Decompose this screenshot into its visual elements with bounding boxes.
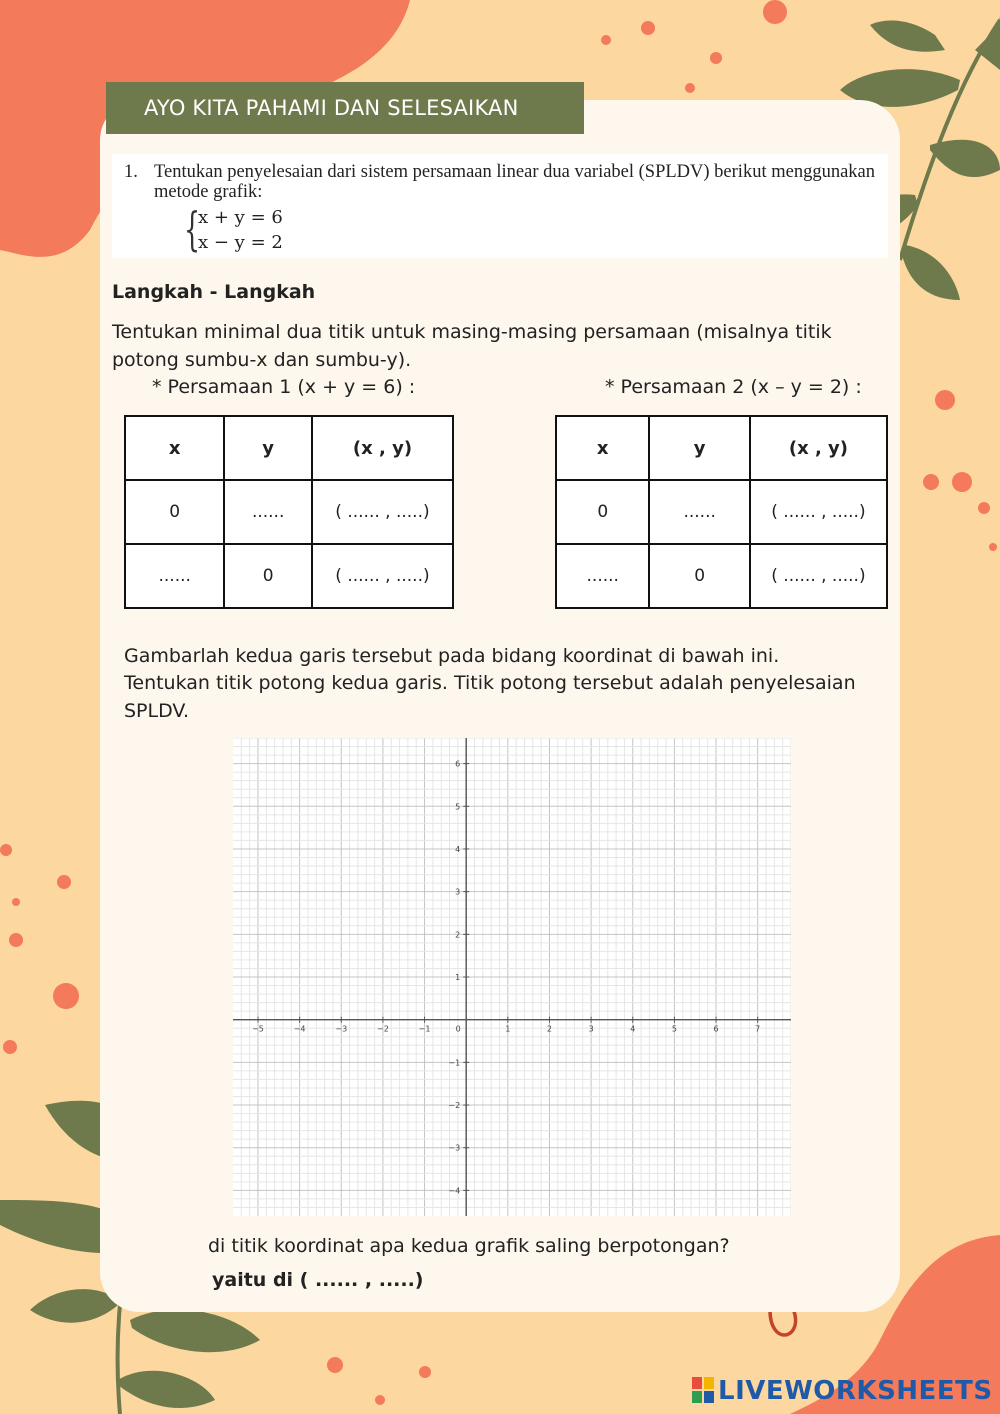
table-row: [556, 480, 887, 544]
x-tick-label: 1: [505, 1024, 511, 1034]
table-header-row: [556, 416, 887, 480]
page-banner-title: AYO KITA PAHAMI DAN SELESAIKAN: [106, 82, 584, 134]
coordinate-plane[interactable]: [233, 738, 791, 1216]
x-tick-label: −1: [418, 1024, 431, 1034]
x-tick-label: 0: [455, 1024, 461, 1034]
draw-instruction-line-3: SPLDV.: [124, 700, 189, 722]
x-tick-label: 4: [630, 1024, 636, 1034]
cell-point-blank[interactable]: ( ...... , .....): [750, 544, 887, 608]
y-tick-label: −3: [448, 1143, 461, 1153]
cell-y-blank[interactable]: ......: [224, 480, 312, 544]
cell-x: 0: [556, 480, 649, 544]
cell-y-blank[interactable]: ......: [649, 480, 749, 544]
header-xy: (x , y): [312, 416, 453, 480]
y-tick-label: −1: [448, 1058, 461, 1068]
answer-question: di titik koordinat apa kedua grafik saling berpotongan?: [208, 1235, 730, 1257]
question-box: [112, 154, 888, 258]
table-equation-1: [124, 415, 454, 609]
y-tick-label: 4: [455, 844, 461, 854]
y-tick-label: 6: [455, 759, 461, 769]
steps-instruction-line-1: Tentukan minimal dua titik untuk masing-masing persamaan (misalnya titik: [112, 321, 832, 343]
header-x: x: [125, 416, 224, 480]
header-xy: (x , y): [750, 416, 887, 480]
equation-1: x + y = 6: [198, 207, 283, 228]
equation-2: x − y = 2: [198, 232, 283, 253]
header-y: y: [224, 416, 312, 480]
y-tick-label: 5: [455, 802, 461, 812]
cell-point-blank[interactable]: ( ...... , .....): [312, 544, 453, 608]
y-tick-label: −2: [448, 1101, 461, 1111]
x-tick-label: −5: [252, 1024, 264, 1034]
x-tick-label: 3: [588, 1024, 594, 1034]
y-tick-label: 2: [455, 930, 461, 940]
x-tick-label: 7: [755, 1024, 761, 1034]
equation-system-brace-icon: {: [184, 202, 201, 256]
cell-x: 0: [125, 480, 224, 544]
cell-point-blank[interactable]: ( ...... , .....): [750, 480, 887, 544]
liveworksheets-logo-icon: [692, 1377, 714, 1403]
logo-text: LIVEWORKSHEETS: [718, 1376, 993, 1406]
coordinate-plane-svg[interactable]: [233, 738, 791, 1216]
y-tick-label: 3: [455, 887, 461, 897]
table-row: [556, 544, 887, 608]
x-tick-label: 2: [546, 1024, 553, 1034]
cell-y: 0: [224, 544, 312, 608]
y-tick-label: 1: [455, 973, 461, 982]
question-text: Tentukan penyelesaian dari sistem persamaan linear dua variabel (SPLDV) berikut menggunakan metode grafik:: [154, 162, 875, 202]
table-equation-2: [555, 415, 888, 609]
y-tick-label: −4: [448, 1186, 461, 1196]
draw-instruction-line-2: Tentukan titik potong kedua garis. Titik potong tersebut adalah penyelesaian: [124, 672, 856, 694]
header-y: y: [649, 416, 749, 480]
x-tick-label: −4: [293, 1024, 306, 1034]
draw-instruction-line-1: Gambarlah kedua garis tersebut pada bidang koordinat di bawah ini.: [124, 645, 780, 667]
x-tick-label: −3: [335, 1024, 348, 1034]
table-header-row: [125, 416, 453, 480]
equation-2-label: * Persamaan 2 (x – y = 2) :: [605, 376, 862, 398]
question-number: 1.: [124, 162, 138, 182]
x-tick-label: 5: [671, 1024, 677, 1034]
liveworksheets-logo: [692, 1376, 993, 1406]
x-tick-label: 6: [713, 1024, 719, 1034]
answer-response[interactable]: yaitu di ( ...... , .....): [212, 1269, 424, 1291]
table-row: [125, 544, 453, 608]
cell-x-blank[interactable]: ......: [556, 544, 649, 608]
cell-x-blank[interactable]: ......: [125, 544, 224, 608]
header-x: x: [556, 416, 649, 480]
steps-heading: Langkah - Langkah: [112, 281, 316, 303]
equation-1-label: * Persamaan 1 (x + y = 6) :: [152, 376, 416, 398]
cell-point-blank[interactable]: ( ...... , .....): [312, 480, 453, 544]
cell-y: 0: [649, 544, 749, 608]
x-tick-label: −2: [377, 1024, 389, 1034]
table-row: [125, 480, 453, 544]
steps-instruction-line-2: potong sumbu-x dan sumbu-y).: [112, 349, 412, 371]
